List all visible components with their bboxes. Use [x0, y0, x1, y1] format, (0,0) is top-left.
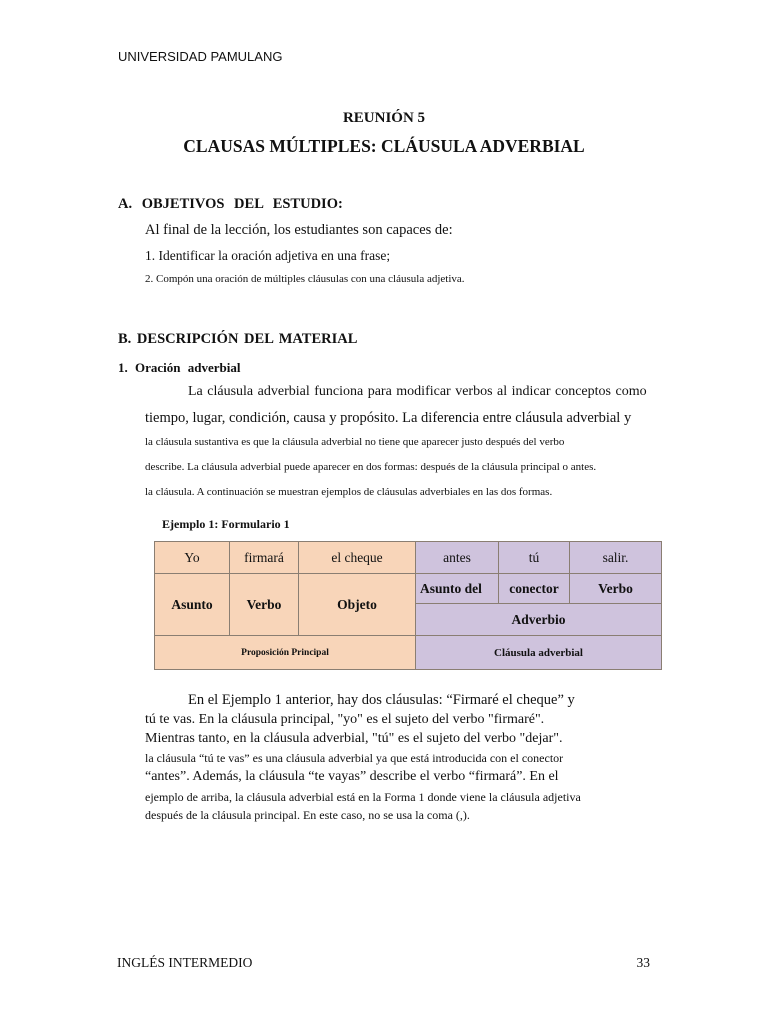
cell-main-clause: Proposición Principal	[155, 636, 416, 670]
paragraph-2-line-6: ejemplo de arriba, la cláusula adverbial está en la Forma 1 donde viene la cláusula adjetiva	[145, 790, 581, 804]
cell-salir: salir.	[570, 542, 662, 574]
cell-asunto-del: Asunto del	[416, 574, 499, 604]
running-header: UNIVERSIDAD PAMULANG	[118, 49, 283, 64]
paragraph-2-line-1: En el Ejemplo 1 anterior, hay dos cláusulas: “Firmaré el cheque” y	[188, 692, 575, 708]
paragraph-1-line-1: La cláusula adverbial funciona para modificar verbos al indicar conceptos como	[188, 384, 647, 399]
cell-yo: Yo	[155, 542, 230, 574]
objective-item-1: 1. Identificar la oración adjetiva en una frase;	[145, 248, 391, 263]
cell-adverbial-clause: Cláusula adverbial	[416, 636, 662, 670]
cell-antes: antes	[416, 542, 499, 574]
page-number: 33	[636, 955, 650, 970]
paragraph-2-line-5: “antes”. Además, la cláusula “te vayas” describe el verbo “firmará”. En el	[145, 769, 559, 784]
paragraph-1-line-2: tiempo, lugar, condición, causa y propósito. La diferencia entre cláusula adverbial y	[145, 410, 632, 426]
cell-el-cheque: el cheque	[299, 542, 416, 574]
example-label: Ejemplo 1: Formulario 1	[162, 517, 290, 531]
objectives-intro: Al final de la lección, los estudiantes son capaces de:	[145, 222, 453, 238]
paragraph-2-line-4: la cláusula “tú te vas” es una cláusula adverbial ya que está introducida con el conector	[145, 751, 564, 765]
paragraph-1-line-5: la cláusula. A continuación se muestran ejemplos de cláusulas adverbiales en las dos formas.	[145, 486, 553, 498]
subsection-heading: 1. Oración adverbial	[118, 360, 241, 375]
paragraph-1-line-4: describe. La cláusula adverbial puede aparecer en dos formas: después de la cláusula principal o antes.	[145, 461, 597, 473]
section-a-heading: A. OBJETIVOS DEL ESTUDIO:	[118, 196, 343, 212]
example-table	[154, 541, 662, 670]
footer-course: INGLÉS INTERMEDIO	[117, 955, 253, 970]
cell-tu: tú	[499, 542, 570, 574]
paragraph-2-line-3: Mientras tanto, en la cláusula adverbial, "tú" es el sujeto del verbo "dejar".	[145, 731, 563, 746]
cell-firmara: firmará	[230, 542, 299, 574]
page-title: CLAUSAS MÚLTIPLES: CLÁUSULA ADVERBIAL	[183, 136, 585, 156]
paragraph-1-line-3: la cláusula sustantiva es que la cláusula adverbial no tiene que aparecer justo después del verbo	[145, 436, 565, 448]
cell-conector: conector	[499, 574, 570, 604]
cell-verbo-adverbial: Verbo	[570, 574, 662, 604]
cell-asunto: Asunto	[155, 574, 230, 636]
objective-item-2: 2. Compón una oración de múltiples cláusulas con una cláusula adjetiva.	[145, 273, 465, 285]
meeting-number: REUNIÓN 5	[342, 110, 426, 126]
section-b-heading: B. DESCRIPCIÓN DEL MATERIAL	[118, 331, 358, 347]
cell-adverbio: Adverbio	[416, 604, 662, 636]
cell-verbo: Verbo	[230, 574, 299, 636]
paragraph-2-line-2: tú te vas. En la cláusula principal, "yo" es el sujeto del verbo "firmaré".	[145, 712, 545, 727]
cell-objeto: Objeto	[299, 574, 416, 636]
paragraph-2-line-7: después de la cláusula principal. En este caso, no se usa la coma (,).	[145, 808, 470, 822]
